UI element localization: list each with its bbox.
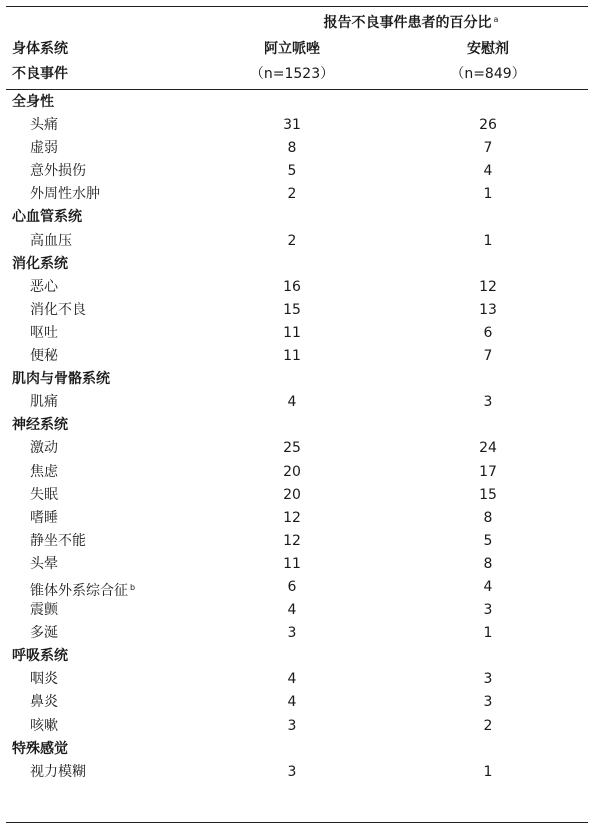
label-text: 咽炎 (30, 671, 58, 688)
label-text: 失眠 (30, 486, 58, 503)
category-label (12, 91, 54, 114)
column-label-body-system: 身体系统 (12, 41, 68, 57)
label-text: 嗜睡 (30, 509, 58, 526)
drug2-percent: 7 (483, 348, 493, 365)
label-text: 激动 (30, 440, 58, 457)
drug1-percent: 4 (287, 694, 297, 711)
label-text: 焦虑 (30, 463, 58, 480)
category-label (12, 738, 68, 761)
label-text: 消化系统 (12, 255, 68, 272)
drug1-name: 阿立哌唑 (264, 41, 320, 57)
table-header (0, 0, 596, 92)
adverse-event-label (30, 668, 58, 691)
table-row (0, 230, 596, 253)
adverse-event-label (30, 622, 58, 645)
adverse-event-label (30, 299, 86, 322)
label-text: 视力模糊 (30, 763, 86, 780)
table-row (0, 322, 596, 345)
drug1-percent: 20 (283, 486, 301, 503)
drug2-percent: 5 (483, 532, 493, 549)
drug2-percent: 12 (479, 278, 497, 295)
drug2-percent: 17 (479, 463, 497, 480)
category-label (12, 368, 110, 391)
category-row (0, 414, 596, 437)
label-text: 全身性 (12, 94, 54, 110)
label-text: 虚弱 (30, 140, 58, 157)
table-row (0, 183, 596, 206)
drug1-percent: 15 (283, 301, 301, 318)
adverse-event-label (30, 322, 58, 345)
category-row (0, 738, 596, 761)
label-text: 多涎 (30, 625, 58, 642)
drug1-percent: 3 (287, 625, 297, 642)
category-row (0, 91, 596, 114)
category-label (12, 253, 68, 276)
adverse-event-label (30, 715, 58, 738)
drug1-percent: 16 (283, 278, 301, 295)
adverse-event-label (30, 391, 58, 414)
label-text: 肌肉与骨骼系统 (12, 371, 110, 388)
drug2-percent: 7 (483, 140, 493, 157)
header-rule (6, 89, 588, 90)
drug2-percent: 3 (483, 694, 493, 711)
label-text: 消化不良 (30, 301, 86, 318)
table-row (0, 576, 596, 599)
adverse-event-label (30, 461, 58, 484)
label-text: 咳嗽 (30, 717, 58, 734)
drug2-percent: 3 (483, 602, 493, 619)
adverse-event-label (30, 345, 58, 368)
label-text: 鼻炎 (30, 694, 58, 711)
label-text: 高血压 (30, 232, 72, 249)
category-label (12, 414, 68, 437)
drug2-percent: 24 (479, 440, 497, 457)
adverse-event-label (30, 553, 58, 576)
category-row (0, 206, 596, 229)
table-row (0, 599, 596, 622)
drug1-percent: 25 (283, 440, 301, 457)
table-body (0, 91, 596, 784)
drug1-percent: 11 (283, 555, 301, 572)
drug1-percent: 31 (283, 117, 301, 134)
adverse-event-label (30, 691, 58, 714)
label-text: 肌痛 (30, 394, 58, 411)
drug2-percent: 1 (483, 625, 493, 642)
adverse-event-label (30, 599, 58, 622)
drug1-percent: 4 (287, 671, 297, 688)
drug2-percent: 2 (483, 717, 493, 734)
category-label (12, 645, 68, 668)
drug2-name: 安慰剂 (467, 41, 509, 57)
drug1-percent: 11 (283, 348, 301, 365)
drug2-percent: 1 (483, 763, 493, 780)
drug2-percent: 3 (483, 671, 493, 688)
column-label-adverse-event: 不良事件 (12, 66, 68, 82)
adverse-event-label (30, 183, 100, 206)
drug2-percent: 8 (483, 555, 493, 572)
label-text: 特殊感觉 (12, 740, 68, 757)
drug2-percent: 15 (479, 486, 497, 503)
table-row (0, 461, 596, 484)
table-row (0, 715, 596, 738)
category-row (0, 645, 596, 668)
table-row (0, 299, 596, 322)
adverse-event-label (30, 137, 58, 160)
adverse-event-label (30, 276, 58, 299)
table-row (0, 622, 596, 645)
label-text: 心血管系统 (12, 209, 82, 226)
label-text: 锥体外系综合征 (30, 582, 128, 599)
table-row (0, 137, 596, 160)
drug1-percent: 3 (287, 763, 297, 780)
drug2-percent: 1 (483, 186, 493, 203)
table-row (0, 530, 596, 553)
adverse-event-label (30, 484, 58, 507)
adverse-event-label (30, 230, 72, 253)
adverse-event-label (30, 114, 58, 137)
drug1-percent: 12 (283, 532, 301, 549)
drug1-n: （n=1523） (249, 66, 335, 82)
group-header-title: 报告不良事件患者的百分比 (323, 15, 492, 31)
label-text: 头晕 (30, 555, 58, 572)
drug1-percent: 5 (287, 163, 297, 180)
table-row (0, 761, 596, 784)
adverse-event-label (30, 160, 86, 183)
drug1-percent: 8 (287, 140, 297, 157)
drug1-percent: 20 (283, 463, 301, 480)
drug2-percent: 6 (483, 324, 493, 341)
adverse-event-label (30, 530, 86, 553)
table-row (0, 507, 596, 530)
table-row (0, 114, 596, 137)
drug2-percent: 1 (483, 232, 493, 249)
label-text: 头痛 (30, 117, 58, 134)
drug2-n: （n=849） (450, 66, 526, 82)
label-text: 静坐不能 (30, 532, 86, 549)
drug2-percent: 4 (483, 163, 493, 180)
label-text: 震颤 (30, 602, 58, 619)
table-row (0, 484, 596, 507)
category-row (0, 253, 596, 276)
label-text: 呼吸系统 (12, 648, 68, 665)
label-text: 呕吐 (30, 324, 58, 341)
footnote-marker: b (130, 582, 136, 592)
label-text: 意外损伤 (30, 163, 86, 180)
table-row (0, 391, 596, 414)
drug2-percent: 13 (479, 301, 497, 318)
label-text: 恶心 (30, 278, 58, 295)
group-header-footnote-marker: a (493, 15, 499, 24)
table-row (0, 276, 596, 299)
table-bottom-rule (6, 822, 588, 823)
table-row (0, 668, 596, 691)
table-row (0, 345, 596, 368)
adverse-event-label (30, 761, 86, 784)
label-text: 外周性水肿 (30, 186, 100, 203)
label-text: 便秘 (30, 348, 58, 365)
drug2-percent: 26 (479, 117, 497, 134)
table-row (0, 160, 596, 183)
drug1-percent: 12 (283, 509, 301, 526)
drug1-percent: 6 (287, 578, 297, 595)
drug1-percent: 4 (287, 394, 297, 411)
drug1-percent: 4 (287, 602, 297, 619)
category-label (12, 206, 82, 229)
table-row (0, 553, 596, 576)
category-row (0, 368, 596, 391)
group-header (252, 12, 570, 32)
adverse-event-label (30, 437, 58, 460)
table-row (0, 437, 596, 460)
drug1-percent: 3 (287, 717, 297, 734)
drug1-percent: 2 (287, 232, 297, 249)
drug2-percent: 8 (483, 509, 493, 526)
drug2-percent: 4 (483, 578, 493, 595)
drug1-percent: 11 (283, 324, 301, 341)
adverse-event-label (30, 507, 58, 530)
drug2-percent: 3 (483, 394, 493, 411)
label-text: 神经系统 (12, 417, 68, 434)
drug1-percent: 2 (287, 186, 297, 203)
table-row (0, 691, 596, 714)
